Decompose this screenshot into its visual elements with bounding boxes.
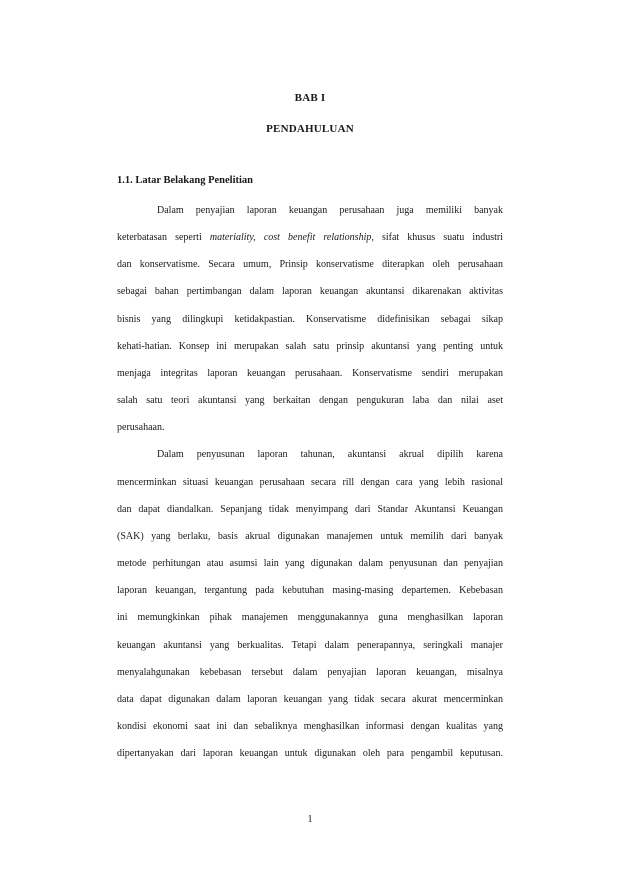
paragraph-2-line-1: Dalam penyusunan laporan tahunan, akuntansi akrual dipilih karena [157,449,503,461]
paragraph-1-line-2-end: sifat khusus suatu industri [373,232,503,244]
paragraph-2-line-2: mencerminkan situasi keuangan perusahaan secara rill dengan cara yang lebih rasional [117,476,503,488]
paragraph-2-line-5: metode perhitungan atau asumsi lain yang digunakan dalam penyusunan dan penyajian [117,558,503,570]
paragraph-1-line-8: salah satu teori akuntansi yang berkaitan dengan pengukuran laba dan nilai aset [117,395,503,407]
paragraph-2-line-3: dan dapat diandalkan. Sepanjang tidak menyimpang dari Standar Akuntansi Keuangan [117,503,503,515]
paragraph-2-line-8: keuangan akuntansi yang berkualitas. Tetapi dalam penerapannya, seringkali manajer [117,639,503,651]
chapter-title: PENDAHULUAN [266,123,354,135]
paragraph-1-line-2 [117,224,503,251]
paragraph-1-line-6: kehati-hatian. Konsep ini merupakan salah satu prinsip akuntansi yang penting untuk [117,340,503,352]
chapter-number: BAB I [294,92,326,104]
page-number: 1 [307,814,313,825]
paragraph-2-line-7: ini memungkinkan pihak manajemen menggunakannya guna menghasilkan laporan [117,612,503,624]
paragraph-1-line-4: sebagai bahan pertimbangan dalam laporan keuangan akuntansi dikarenakan aktivitas [117,286,503,298]
paragraph-1-line-2-start: keterbatasan seperti [117,232,210,244]
paragraph-2-line-4: (SAK) yang berlaku, basis akrual digunakan manajemen untuk memilih dari banyak [117,530,503,542]
paragraph-1-line-1: Dalam penyajian laporan keuangan perusahaan juga memiliki banyak [157,205,503,216]
section-title: 1.1. Latar Belakang Penelitian [117,175,254,186]
paragraph-2-line-12: dipertanyakan dari laporan keuangan untuk digunakan oleh para pengambil keputusan. [117,748,503,760]
paragraph-1-italic-terms: materiality, cost benefit relationship, [209,232,374,244]
paragraph-1-line-5: bisnis yang dilingkupi ketidakpastian. Konservatisme didefinisikan sebagai sikap [117,313,503,325]
paragraph-2-line-9: menyalahgunakan kebebasan tersebut dalam penyajian laporan keuangan, misalnya [117,666,503,678]
body-text [117,197,503,767]
paragraph-1-line-3: dan konservatisme. Secara umum, Prinsip konservatisme diterapkan oleh perusahaan [117,259,503,271]
paragraph-2-line-6: laporan keuangan, tergantung pada kebutuhan masing-masing departemen. Kebebasan [117,585,503,597]
paragraph-1-line-9: perusahaan. [117,422,165,434]
paragraph-2-line-10: data dapat digunakan dalam laporan keuangan yang tidak secara akurat mencerminkan [117,693,503,705]
paragraph-1-line-7: menjaga integritas laporan keuangan perusahaan. Konservatisme sendiri merupakan [117,367,503,379]
paragraph-2-line-11: kondisi ekonomi saat ini dan sebaliknya menghasilkan informasi dengan kualitas yang [117,720,503,732]
